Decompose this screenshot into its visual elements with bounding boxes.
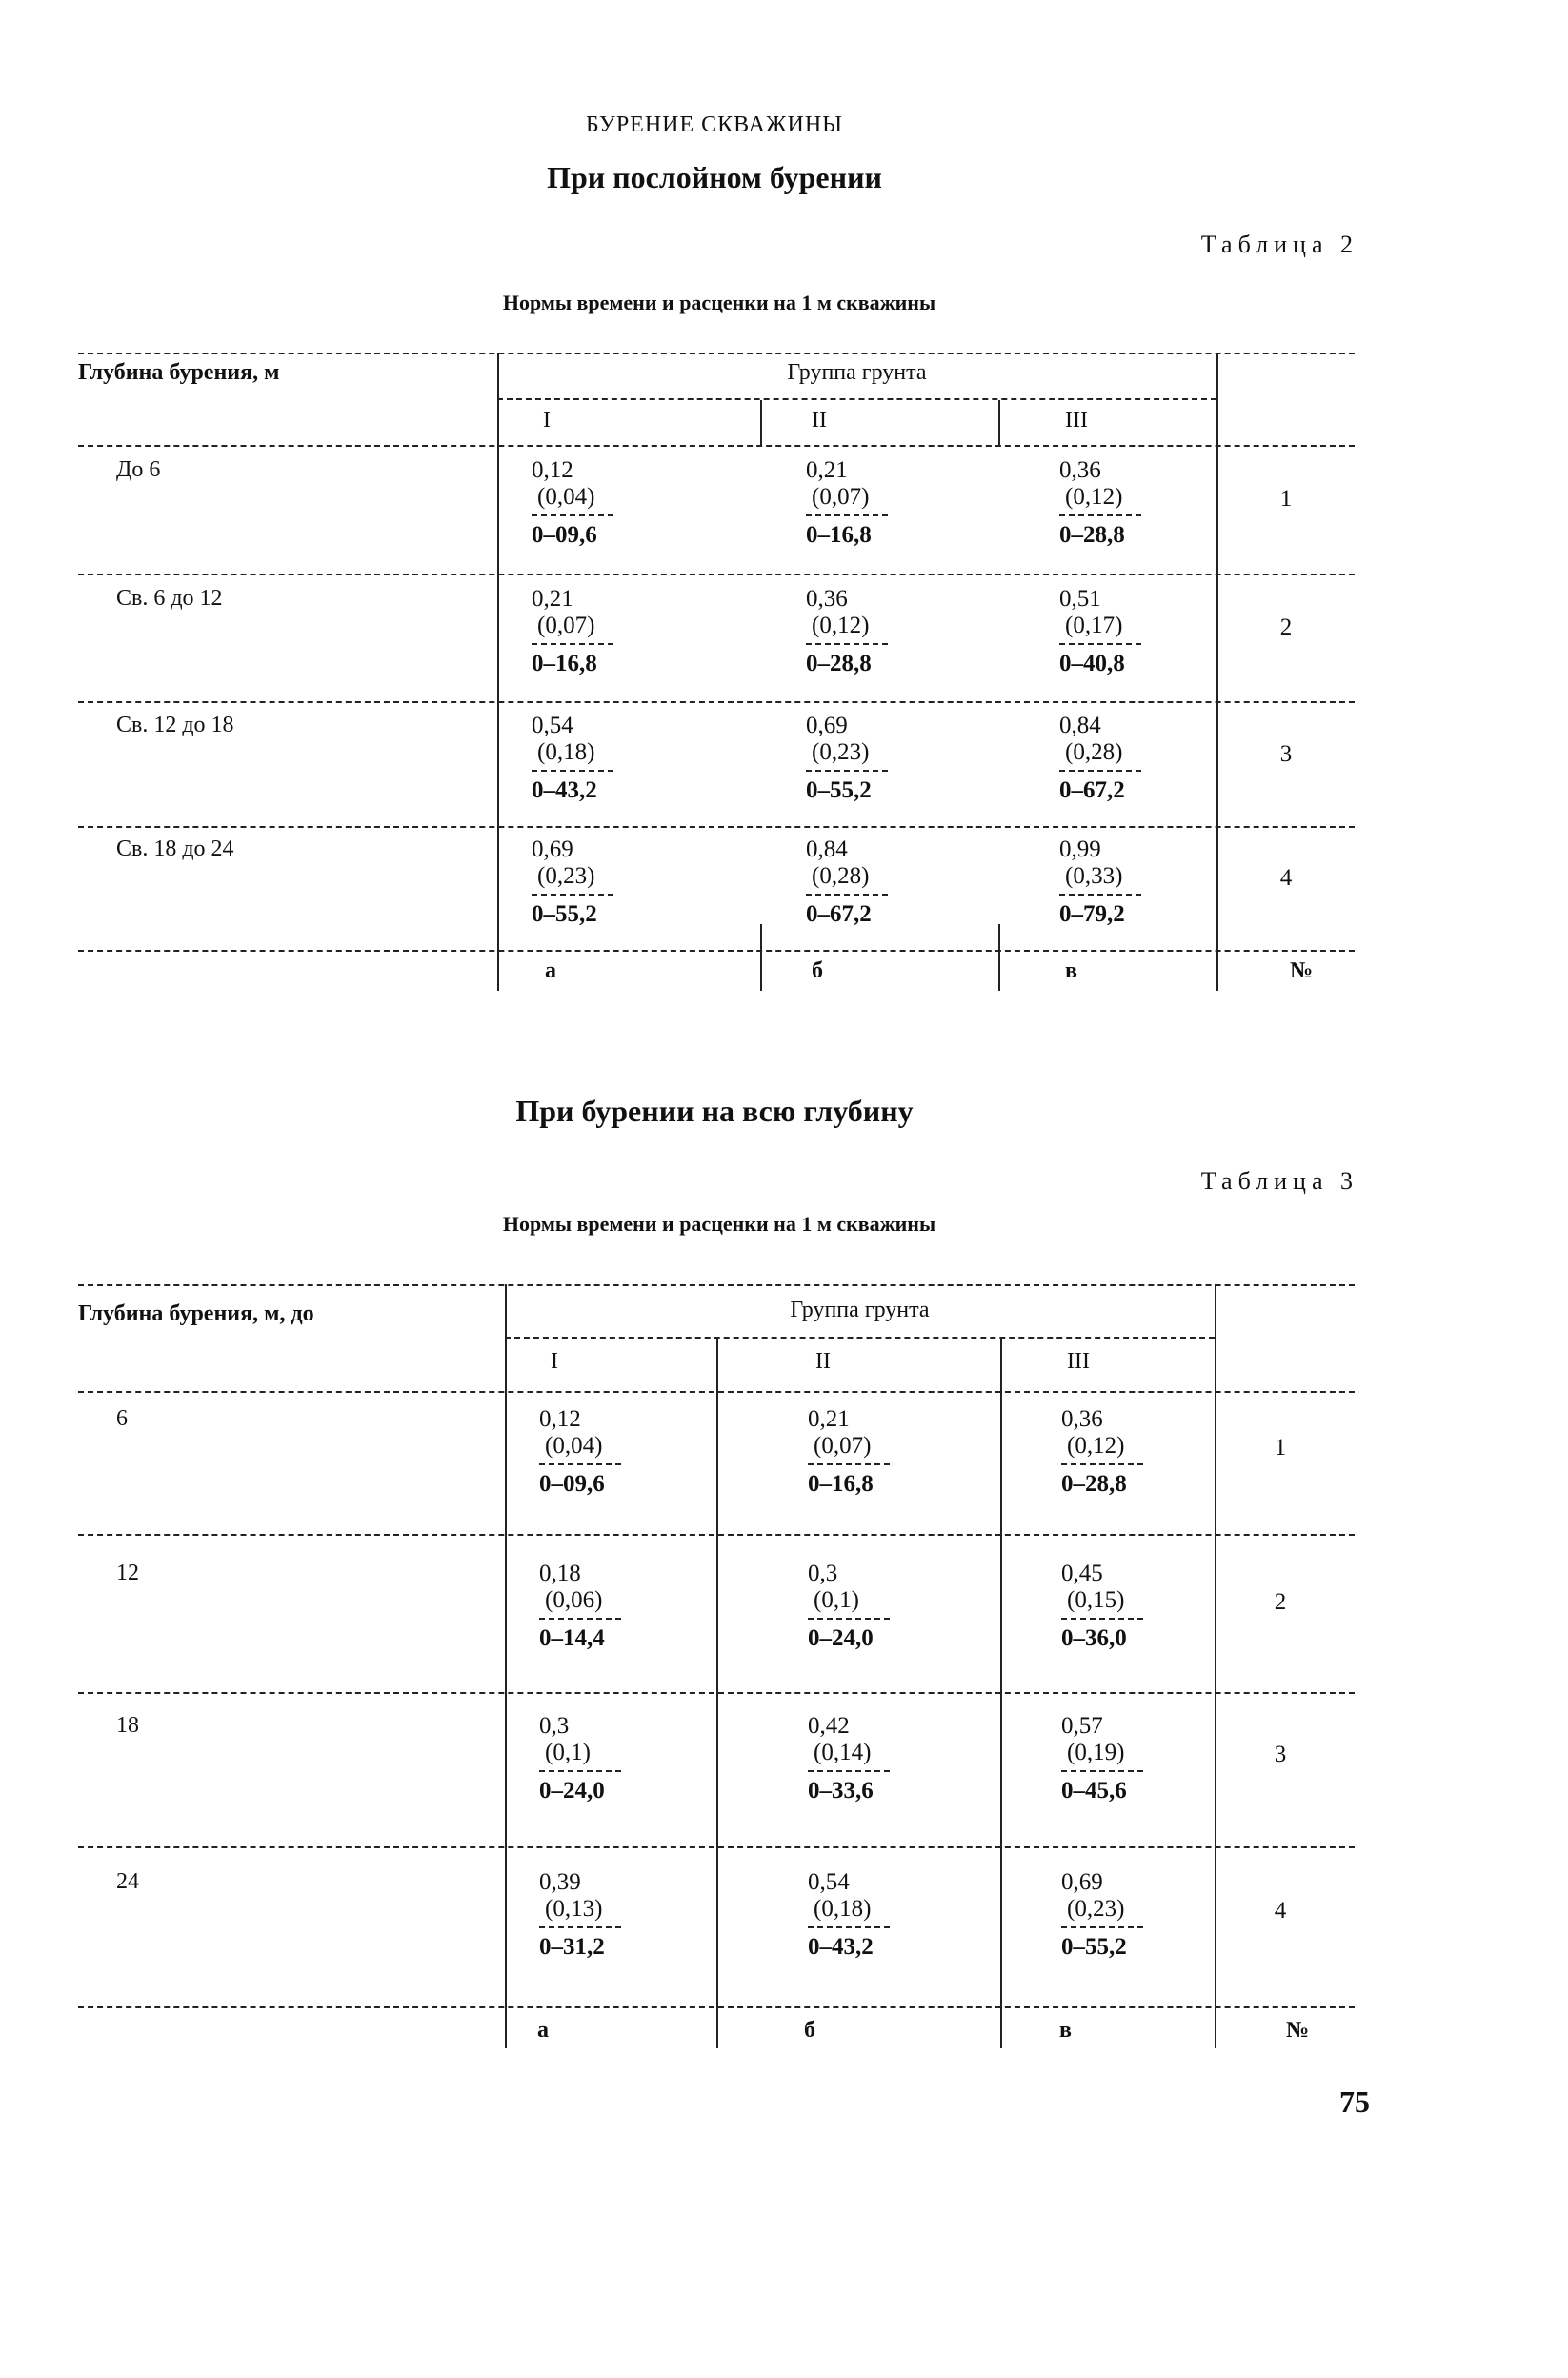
dashed-separator bbox=[532, 643, 613, 645]
footer-a: а bbox=[545, 958, 556, 983]
dashed-separator bbox=[806, 894, 888, 896]
time-norm: 0,39 bbox=[539, 1869, 581, 1895]
rate-cell bbox=[532, 457, 613, 549]
rate-cell bbox=[808, 1561, 890, 1652]
time-norm-machine: (0,33) bbox=[1065, 863, 1123, 889]
row-number: 3 bbox=[1274, 1742, 1287, 1767]
row-number: 2 bbox=[1274, 1589, 1287, 1615]
row-depth-label: Св. 18 до 24 bbox=[116, 836, 234, 861]
group-header: Группа грунта bbox=[790, 1298, 930, 1322]
dashed-separator bbox=[808, 1770, 890, 1772]
time-norm-machine: (0,28) bbox=[812, 863, 870, 889]
time-norm-machine: (0,23) bbox=[812, 739, 870, 765]
rate-cell bbox=[539, 1406, 621, 1498]
price: 0–28,8 bbox=[806, 651, 872, 676]
row-depth-label: Св. 12 до 18 bbox=[116, 713, 234, 737]
price: 0–31,2 bbox=[539, 1934, 605, 1960]
price: 0–40,8 bbox=[1059, 651, 1125, 676]
dashed-separator bbox=[539, 1926, 621, 1928]
table2-caption: Нормы времени и расценки на 1 м скважины bbox=[502, 291, 936, 314]
dashed-separator bbox=[532, 514, 613, 516]
time-norm-machine: (0,23) bbox=[1067, 1896, 1125, 1922]
dashed-separator bbox=[1059, 643, 1141, 645]
rate-cell bbox=[1059, 713, 1141, 804]
rate-cell bbox=[539, 1869, 621, 1961]
price: 0–24,0 bbox=[539, 1778, 605, 1804]
price: 0–55,2 bbox=[532, 901, 597, 927]
time-norm: 0,3 bbox=[539, 1713, 570, 1739]
time-norm: 0,69 bbox=[1061, 1869, 1103, 1895]
dashed-separator bbox=[1061, 1926, 1143, 1928]
time-norm: 0,69 bbox=[532, 836, 573, 862]
price: 0–09,6 bbox=[532, 522, 597, 548]
section-title-layered: При послойном бурении bbox=[547, 160, 882, 194]
dashed-separator bbox=[806, 643, 888, 645]
rate-cell bbox=[1061, 1406, 1143, 1498]
time-norm-machine: (0,15) bbox=[1067, 1587, 1125, 1613]
row-depth-label: До 6 bbox=[116, 457, 161, 482]
time-norm-machine: (0,28) bbox=[1065, 739, 1123, 765]
table3-label: Таблица 3 bbox=[1200, 1167, 1358, 1195]
dashed-separator bbox=[539, 1770, 621, 1772]
time-norm: 0,42 bbox=[808, 1713, 850, 1739]
rate-cell bbox=[806, 457, 888, 549]
price: 0–67,2 bbox=[1059, 777, 1125, 803]
rate-cell bbox=[532, 836, 613, 928]
time-norm-machine: (0,12) bbox=[1065, 484, 1123, 510]
footer-v: в bbox=[1065, 958, 1077, 983]
page-number: 75 bbox=[1339, 2085, 1370, 2119]
dashed-separator bbox=[532, 770, 613, 772]
rate-cell bbox=[532, 713, 613, 804]
time-norm: 0,45 bbox=[1061, 1561, 1103, 1586]
price: 0–09,6 bbox=[539, 1471, 605, 1497]
row-number: 3 bbox=[1279, 741, 1293, 767]
group-I-header: I bbox=[543, 408, 551, 433]
time-norm: 0,36 bbox=[1061, 1406, 1103, 1432]
time-norm: 0,54 bbox=[532, 713, 573, 738]
row-depth-label: 6 bbox=[116, 1406, 128, 1431]
time-norm: 0,36 bbox=[1059, 457, 1101, 483]
time-norm-machine: (0,12) bbox=[1067, 1433, 1125, 1459]
time-norm-machine: (0,04) bbox=[545, 1433, 603, 1459]
time-norm: 0,12 bbox=[539, 1406, 581, 1432]
row-depth-label: 24 bbox=[116, 1869, 139, 1894]
time-norm: 0,12 bbox=[532, 457, 573, 483]
rate-cell bbox=[808, 1869, 890, 1961]
price: 0–36,0 bbox=[1061, 1625, 1127, 1651]
price: 0–16,8 bbox=[806, 522, 872, 548]
time-norm-machine: (0,19) bbox=[1067, 1740, 1125, 1765]
row-number: 4 bbox=[1274, 1898, 1287, 1924]
price: 0–14,4 bbox=[539, 1625, 605, 1651]
footer-no: № bbox=[1286, 2018, 1310, 2043]
footer-v: в bbox=[1059, 2018, 1072, 2043]
dashed-separator bbox=[1061, 1618, 1143, 1620]
rate-cell bbox=[806, 586, 888, 677]
price: 0–28,8 bbox=[1059, 522, 1125, 548]
group-III-header: III bbox=[1067, 1349, 1090, 1374]
group-II-header: II bbox=[812, 408, 827, 433]
rate-cell bbox=[1061, 1713, 1143, 1804]
time-norm: 0,57 bbox=[1061, 1713, 1103, 1739]
time-norm-machine: (0,17) bbox=[1065, 613, 1123, 638]
rate-cell bbox=[808, 1406, 890, 1498]
time-norm-machine: (0,12) bbox=[812, 613, 870, 638]
time-norm: 0,36 bbox=[806, 586, 848, 612]
footer-a: а bbox=[537, 2018, 549, 2043]
time-norm-machine: (0,04) bbox=[537, 484, 595, 510]
group-I-header: I bbox=[551, 1349, 558, 1374]
price: 0–55,2 bbox=[806, 777, 872, 803]
group-III-header: III bbox=[1065, 408, 1088, 433]
group-II-header: II bbox=[815, 1349, 831, 1374]
rate-cell bbox=[539, 1713, 621, 1804]
time-norm: 0,51 bbox=[1059, 586, 1101, 612]
table3 bbox=[78, 1284, 1355, 2048]
time-norm: 0,3 bbox=[808, 1561, 838, 1586]
dashed-separator bbox=[1061, 1770, 1143, 1772]
time-norm-machine: (0,14) bbox=[814, 1740, 872, 1765]
rate-cell bbox=[539, 1561, 621, 1652]
rate-cell bbox=[808, 1713, 890, 1804]
row-depth-label: 18 bbox=[116, 1713, 139, 1738]
rate-cell bbox=[1059, 457, 1141, 549]
time-norm: 0,21 bbox=[806, 457, 848, 483]
row-number: 2 bbox=[1279, 615, 1293, 640]
time-norm-machine: (0,23) bbox=[537, 863, 595, 889]
time-norm-machine: (0,1) bbox=[814, 1587, 859, 1613]
time-norm-machine: (0,18) bbox=[814, 1896, 872, 1922]
rate-cell bbox=[532, 586, 613, 677]
time-norm: 0,21 bbox=[808, 1406, 850, 1432]
rate-cell bbox=[806, 713, 888, 804]
table3-caption: Нормы времени и расценки на 1 м скважины bbox=[502, 1212, 936, 1236]
dashed-separator bbox=[1059, 514, 1141, 516]
footer-no: № bbox=[1290, 958, 1314, 983]
rate-cell bbox=[1059, 836, 1141, 928]
price: 0–16,8 bbox=[532, 651, 597, 676]
row-number: 1 bbox=[1279, 486, 1293, 512]
dashed-separator bbox=[808, 1463, 890, 1465]
dashed-separator bbox=[1059, 894, 1141, 896]
dashed-separator bbox=[539, 1618, 621, 1620]
time-norm-machine: (0,1) bbox=[545, 1740, 591, 1765]
table2 bbox=[78, 353, 1355, 991]
time-norm-machine: (0,18) bbox=[537, 739, 595, 765]
time-norm: 0,18 bbox=[539, 1561, 581, 1586]
group-header: Группа грунта bbox=[787, 360, 927, 385]
section-title-full-depth: При бурении на всю глубину bbox=[515, 1094, 914, 1128]
dashed-separator bbox=[806, 770, 888, 772]
time-norm-machine: (0,07) bbox=[814, 1433, 872, 1459]
time-norm: 0,84 bbox=[1059, 713, 1101, 738]
dashed-separator bbox=[808, 1618, 890, 1620]
time-norm: 0,84 bbox=[806, 836, 848, 862]
time-norm-machine: (0,06) bbox=[545, 1587, 603, 1613]
price: 0–24,0 bbox=[808, 1625, 874, 1651]
footer-b: б bbox=[804, 2018, 815, 2043]
row-depth-label: 12 bbox=[116, 1561, 139, 1585]
price: 0–16,8 bbox=[808, 1471, 874, 1497]
price: 0–33,6 bbox=[808, 1778, 874, 1804]
rate-cell bbox=[806, 836, 888, 928]
price: 0–43,2 bbox=[532, 777, 597, 803]
price: 0–43,2 bbox=[808, 1934, 874, 1960]
time-norm: 0,21 bbox=[532, 586, 573, 612]
depth-header: Глубина бурения, м, до bbox=[78, 1301, 314, 1326]
row-number: 1 bbox=[1274, 1435, 1287, 1461]
dashed-separator bbox=[808, 1926, 890, 1928]
row-number: 4 bbox=[1279, 865, 1293, 891]
dashed-separator bbox=[806, 514, 888, 516]
dashed-separator bbox=[539, 1463, 621, 1465]
dashed-separator bbox=[1059, 770, 1141, 772]
section-caption: БУРЕНИЕ СКВАЖИНЫ bbox=[585, 112, 844, 137]
dashed-separator bbox=[1061, 1463, 1143, 1465]
rate-cell bbox=[1061, 1561, 1143, 1652]
price: 0–79,2 bbox=[1059, 901, 1125, 927]
time-norm: 0,69 bbox=[806, 713, 848, 738]
footer-b: б bbox=[812, 958, 823, 983]
table2-label: Таблица 2 bbox=[1200, 231, 1358, 258]
time-norm: 0,99 bbox=[1059, 836, 1101, 862]
price: 0–55,2 bbox=[1061, 1934, 1127, 1960]
depth-header: Глубина бурения, м bbox=[78, 360, 280, 385]
rate-cell bbox=[1061, 1869, 1143, 1961]
time-norm-machine: (0,07) bbox=[537, 613, 595, 638]
dashed-separator bbox=[532, 894, 613, 896]
time-norm-machine: (0,07) bbox=[812, 484, 870, 510]
price: 0–67,2 bbox=[806, 901, 872, 927]
row-depth-label: Св. 6 до 12 bbox=[116, 586, 223, 611]
price: 0–28,8 bbox=[1061, 1471, 1127, 1497]
time-norm-machine: (0,13) bbox=[545, 1896, 603, 1922]
rate-cell bbox=[1059, 586, 1141, 677]
price: 0–45,6 bbox=[1061, 1778, 1127, 1804]
time-norm: 0,54 bbox=[808, 1869, 850, 1895]
